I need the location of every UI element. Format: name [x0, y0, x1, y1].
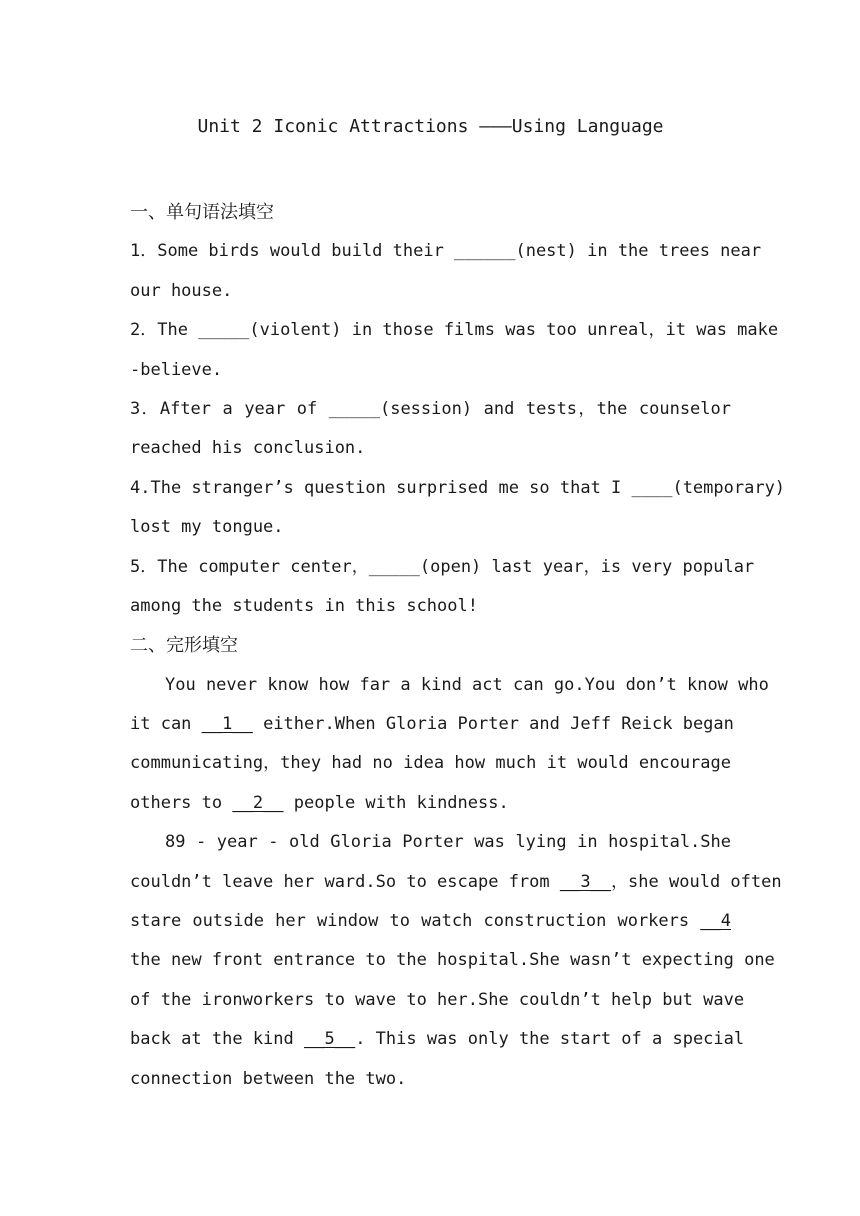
cloze-text: ，she would often [611, 871, 782, 892]
cloze-paragraph-2-line-4: the new front entrance to the hospital.She wasn’t expecting one [130, 950, 775, 971]
cloze-paragraph-2-line-6 [130, 1020, 745, 1059]
exercise-text-2: The _____(violent) in those films was too unreal，it was make [157, 320, 779, 341]
cloze-text: either.When Gloria Porter and Jeff Reick began [252, 714, 734, 735]
cloze-blank-3: __3__ [559, 871, 612, 892]
cloze-blank-5: __5__ [304, 1029, 356, 1050]
exercise-item-1-line-2: our house. [130, 280, 233, 301]
cloze-paragraph-2-line-5: of the ironworkers to wave to her.She couldn’t help but wave [130, 989, 745, 1010]
cloze-text: it can [130, 714, 202, 735]
cloze-paragraph-2-line-1: 89 - year - old Gloria Porter was lying in hospital.She [165, 832, 731, 853]
cloze-text: back at the kind [130, 1029, 304, 1050]
cloze-paragraph-2-line-2 [130, 863, 782, 902]
cloze-text: stare outside her window to watch construction workers [130, 911, 701, 932]
cloze-paragraph-1-line-3: communicating，they had no idea how much it would encourage [130, 753, 731, 774]
exercise-number-2: 2． [130, 320, 158, 341]
cloze-paragraph-1-line-1: You never know how far a kind act can go.You don’t know who [165, 674, 769, 695]
cloze-paragraph-1-line-4 [130, 784, 731, 823]
cloze-paragraph-2-line-3 [130, 902, 731, 941]
document-title: Unit 2 Iconic Attractions ———Using Language [197, 116, 664, 137]
exercise-item-3-line-2: reached his conclusion. [130, 438, 366, 459]
exercise-number-5: 5． [130, 556, 158, 577]
exercise-text-1: Some birds would build their ______(nest) in the trees near [157, 241, 762, 262]
exercise-number-3: 3． [130, 398, 160, 419]
document-body [130, 193, 786, 1099]
cloze-text: people with kindness. [283, 792, 509, 813]
exercise-item-5-line-2: among the students in this school! [130, 595, 478, 616]
exercise-text-3: After a year of _____(session) and tests，the counselor [159, 398, 731, 419]
section-heading-cloze: 二、完形填空 [130, 635, 238, 657]
cloze-blank-1: __1__ [201, 714, 253, 735]
cloze-text: couldn’t leave her ward.So to escape from [130, 871, 560, 892]
cloze-blank-4: __4 [700, 911, 731, 932]
section-heading-grammar: 一、单句语法填空 [130, 202, 274, 223]
exercise-text-5: The computer center，_____(open) last year，is very popular [157, 556, 755, 577]
exercise-item-2-line-2: -believe. [130, 359, 223, 380]
cloze-blank-2: __2__ [232, 792, 284, 813]
exercise-item-3-line-1 [130, 390, 731, 429]
exercise-item-1-line-1 [130, 232, 762, 271]
exercise-item-5-line-1 [130, 548, 755, 587]
exercise-text-4: The stranger’s question surprised me so that I ____(temporary) [150, 477, 786, 498]
exercise-number-1: 1． [130, 241, 158, 262]
cloze-text: . This was only the start of a special [355, 1029, 745, 1050]
exercise-item-4-line-2: lost my tongue. [130, 517, 284, 538]
cloze-text: others to [130, 792, 233, 813]
exercise-item-4-line-1 [130, 469, 786, 508]
cloze-paragraph-2-line-7: connection between the two. [130, 1068, 407, 1089]
exercise-item-2-line-1 [130, 311, 779, 350]
exercise-number-4: 4. [130, 477, 151, 498]
cloze-paragraph-1-line-2 [130, 705, 734, 744]
